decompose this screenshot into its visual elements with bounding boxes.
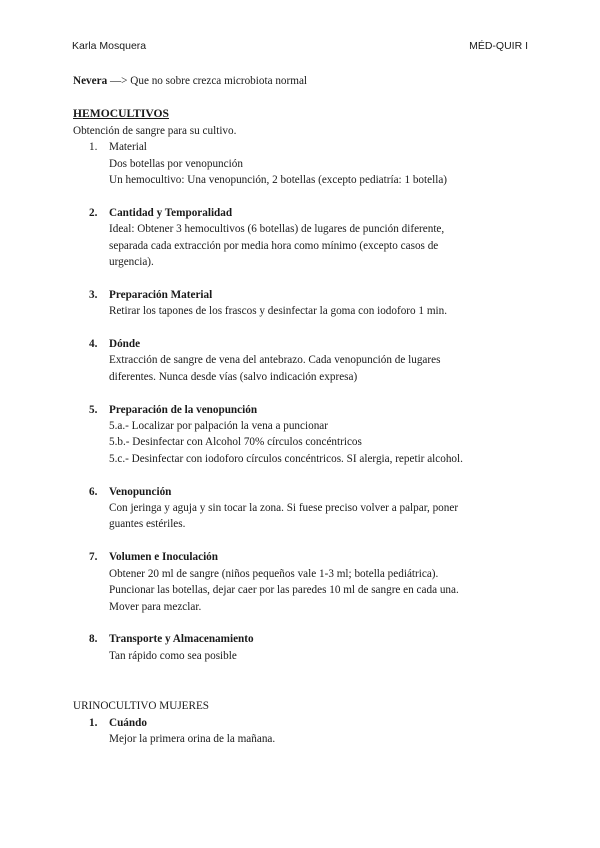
item-text-line: separada cada extracción por media hora como mínimo (excepto casos de bbox=[109, 239, 439, 252]
item-number: 5. bbox=[89, 403, 98, 416]
item-number: 3. bbox=[89, 288, 98, 301]
list-item bbox=[73, 402, 533, 468]
item-text-line: Mover para mezclar. bbox=[109, 600, 202, 613]
item-number: 1. bbox=[89, 141, 98, 154]
item-number: 1. bbox=[89, 716, 98, 729]
list-item bbox=[73, 336, 533, 385]
item-text-line: diferentes. Nunca desde vías (salvo indicación expresa) bbox=[109, 370, 358, 383]
hemocultivos-list bbox=[73, 139, 533, 664]
list-item bbox=[73, 205, 533, 271]
list-item bbox=[73, 287, 533, 320]
course-name: MÉD-QUIR I bbox=[469, 40, 528, 52]
item-text-line: guantes estériles. bbox=[109, 518, 186, 531]
item-text-line: Retirar los tapones de los frascos y desinfectar la goma con iodoforo 1 min. bbox=[109, 305, 448, 318]
item-title: Transporte y Almacenamiento bbox=[109, 633, 254, 646]
item-number: 7. bbox=[89, 551, 98, 564]
item-text-line: 5.b.- Desinfectar con Alcohol 70% círculos concéntricos bbox=[109, 436, 362, 449]
item-text-line: Con jeringa y aguja y sin tocar la zona. Si fuese preciso volver a palpar, poner bbox=[109, 502, 459, 515]
section-subtitle: Obtención de sangre para su cultivo. bbox=[73, 124, 237, 137]
section-title-hemocultivos: HEMOCULTIVOS bbox=[73, 107, 169, 121]
intro-arrow: —> bbox=[109, 75, 128, 87]
list-item bbox=[73, 139, 533, 188]
list-item bbox=[73, 484, 533, 533]
item-number: 4. bbox=[89, 338, 98, 351]
item-text-line: Dos botellas por venopunción bbox=[109, 157, 243, 170]
item-number: 2. bbox=[89, 206, 98, 219]
item-text-line: 5.a.- Localizar por palpación la vena a puncionar bbox=[109, 420, 328, 433]
item-title: Preparación Material bbox=[109, 288, 213, 301]
item-title: Cuándo bbox=[109, 716, 147, 729]
intro-text: Que no sobre crezca microbiota normal bbox=[130, 75, 308, 87]
list-item bbox=[73, 549, 533, 615]
item-text-line: 5.c.- Desinfectar con iodoforo círculos concéntricos. SI alergia, repetir alcohol. bbox=[109, 452, 463, 465]
item-number: 8. bbox=[89, 633, 98, 646]
page-header bbox=[72, 38, 528, 54]
item-text-line: Puncionar las botellas, dejar caer por las paredes 10 ml de sangre en cada una. bbox=[109, 584, 459, 597]
item-title: Venopunción bbox=[109, 485, 172, 498]
list-item bbox=[73, 715, 533, 748]
item-title: Cantidad y Temporalidad bbox=[109, 206, 233, 219]
document-body bbox=[73, 73, 533, 747]
section-title-urinocultivo: URINOCULTIVO MUJERES bbox=[73, 700, 210, 713]
item-text-line: Ideal: Obtener 3 hemocultivos (6 botellas) de lugares de punción diferente, bbox=[109, 223, 445, 236]
urinocultivo-list bbox=[73, 715, 533, 748]
item-text-line: Extracción de sangre de vena del antebrazo. Cada venopunción de lugares bbox=[109, 354, 441, 367]
intro-line bbox=[73, 73, 533, 89]
item-title: Dónde bbox=[109, 338, 141, 351]
item-title: Material bbox=[109, 141, 147, 154]
item-title: Preparación de la venopunción bbox=[109, 403, 258, 416]
item-title: Volumen e Inoculación bbox=[109, 551, 218, 564]
list-item bbox=[73, 631, 533, 664]
item-text-line: Un hemocultivo: Una venopunción, 2 botellas (excepto pediatría: 1 botella) bbox=[109, 174, 448, 187]
item-number: 6. bbox=[89, 485, 98, 498]
item-text-line: Tan rápido como sea posible bbox=[109, 649, 237, 662]
author-name: Karla Mosquera bbox=[72, 40, 147, 52]
item-text-line: urgencia). bbox=[109, 256, 154, 269]
intro-label: Nevera bbox=[73, 75, 108, 87]
item-text-line: Mejor la primera orina de la mañana. bbox=[109, 732, 276, 745]
item-text-line: Obtener 20 ml de sangre (niños pequeños vale 1-3 ml; botella pediátrica). bbox=[109, 567, 439, 580]
